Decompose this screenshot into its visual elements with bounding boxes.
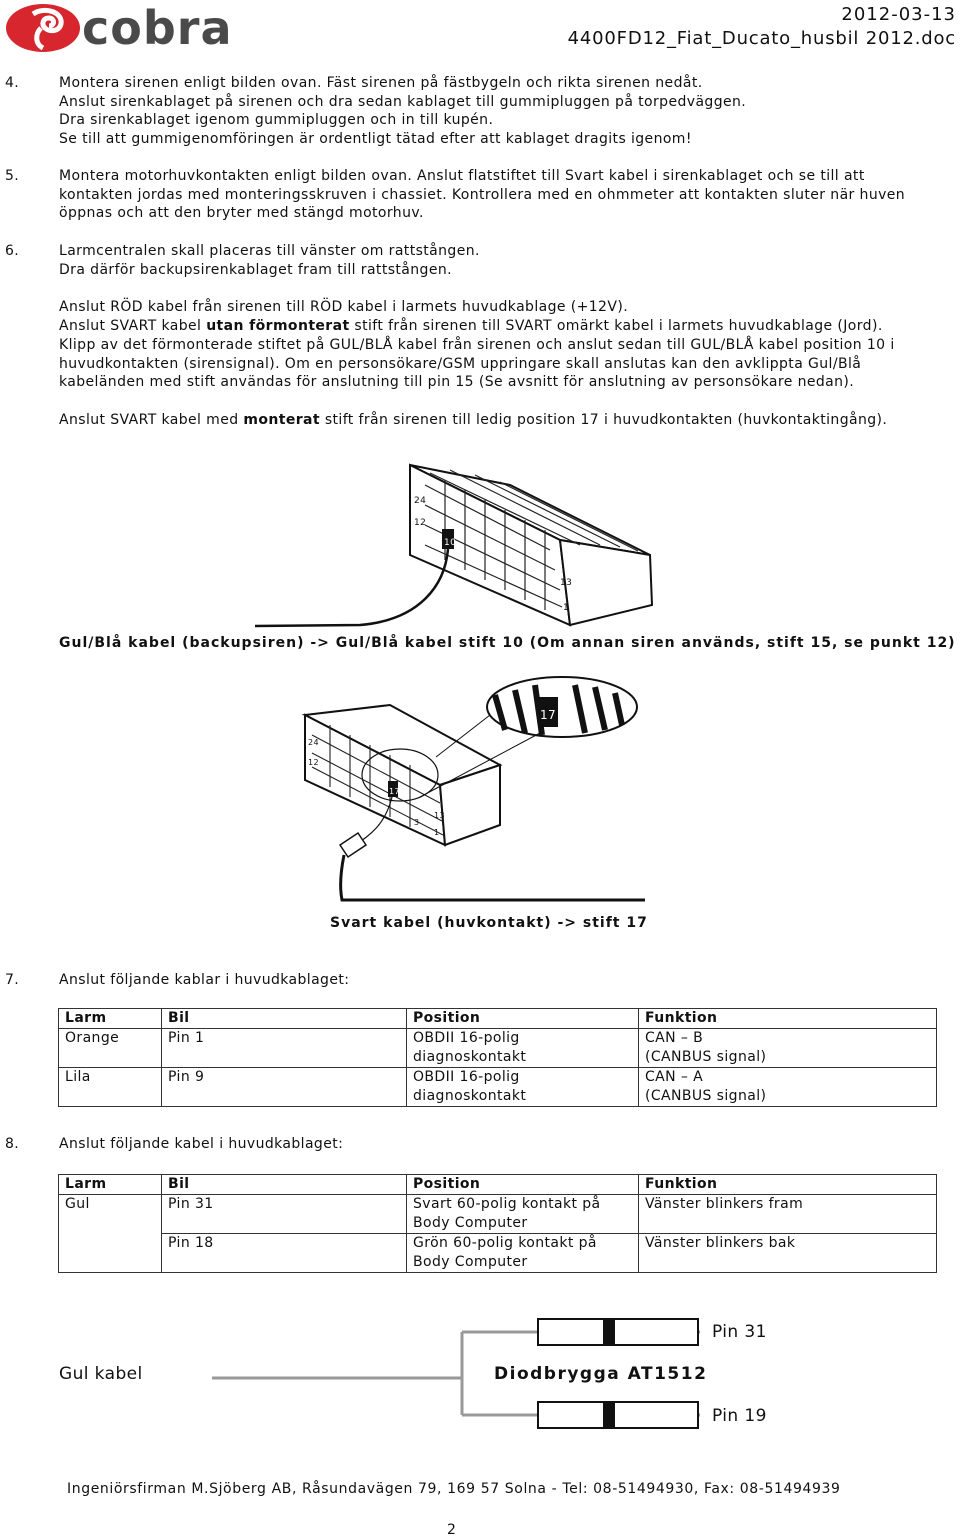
header-filename: 4400FD12_Fiat_Ducato_husbil 2012.doc [567, 28, 956, 49]
cell-line: Svart 60-polig kontakt på [413, 1196, 601, 1212]
text-line: Larmcentralen skall placeras till vänster om rattstången. [59, 243, 480, 259]
pin-label: 13 [560, 578, 573, 588]
table-cell: Pin 18 [162, 1234, 407, 1273]
text-line: kabeländen med stift användas för anslutning till pin 15 (Se avsnitt för anslutning av personsökare nedan). [59, 374, 855, 390]
text-line: Montera motorhuvkontakten enligt bilden ovan. Anslut flatstiftet till Svart kabel i sirenkablaget och se till att [59, 168, 865, 184]
text-line: Dra sirenkablaget igenom gummipluggen och in till kupén. [59, 112, 494, 128]
pin-label: 17 [540, 708, 557, 722]
diode-center-label: Diodbrygga AT1512 [494, 1364, 708, 1384]
diode-pin-bottom-label: Pin 19 [712, 1406, 767, 1426]
figure-2-caption: Svart kabel (huvkontakt) -> stift 17 [330, 915, 648, 931]
text-span: Anslut SVART kabel [59, 318, 207, 334]
text-span: stift från sirenen till SVART omärkt kabel i larmets huvudkablage (Jord). [349, 318, 883, 334]
text-line: Dra därför backupsirenkablaget fram till rattstången. [59, 262, 452, 278]
table-cell: Gul [59, 1195, 162, 1273]
cobra-snake-icon [5, 2, 83, 54]
step-number: 4. [5, 75, 20, 91]
text-line: Anslut följande kabel i huvudkablaget: [59, 1136, 344, 1152]
footer-text: Ingeniörsfirman M.Sjöberg AB, Råsundavägen 79, 169 57 Solna - Tel: 08-51494930, Fax: 08-51494939 [67, 1481, 841, 1497]
text-line: öppnas och att den bryter med stängd motorhuv. [59, 205, 424, 221]
table-header-cell: Bil [162, 1009, 407, 1029]
page-number: 2 [447, 1522, 457, 1538]
table-row [59, 1195, 937, 1234]
table-header-cell: Larm [59, 1009, 162, 1029]
table-cell [407, 1029, 639, 1068]
diode-bottom [538, 1402, 698, 1428]
cell-line: Body Computer [413, 1254, 528, 1270]
cell-line: Grön 60-polig kontakt på [413, 1235, 597, 1251]
table-cell: Orange [59, 1029, 162, 1068]
cell-line: CAN – B [645, 1030, 704, 1046]
table-cell: Pin 31 [162, 1195, 407, 1234]
diode-pin-top-label: Pin 31 [712, 1322, 767, 1342]
pin-label: 12 [414, 518, 427, 528]
table-header-cell: Larm [59, 1175, 162, 1195]
table-cell: Vänster blinkers fram [639, 1195, 937, 1234]
wire [255, 549, 448, 626]
text-line [59, 317, 883, 336]
pin-label: 24 [414, 496, 427, 506]
step-number: 6. [5, 243, 20, 259]
text-line: kontakten jordas med monteringsskruven i chassiet. Kontrollera med en ohmmeter att kontakten sluter när huven [59, 187, 906, 203]
table-cell [407, 1068, 639, 1107]
table-cell [407, 1195, 639, 1234]
pin-label: 24 [308, 738, 319, 747]
diode-top [538, 1319, 698, 1345]
pin-label: 13 [434, 811, 445, 820]
table-cell: Vänster blinkers bak [639, 1234, 937, 1273]
header-date: 2012-03-13 [841, 4, 956, 25]
figure-1-caption: Gul/Blå kabel (backupsiren) -> Gul/Blå kabel stift 10 (Om annan siren används, stift 15, se punkt 12) [59, 635, 956, 651]
table-cell [639, 1029, 937, 1068]
text-line [59, 411, 887, 430]
text-line: Klipp av det förmonterade stiftet på GUL/BLÅ kabel från sirenen och anslut sedan till GUL/BLÅ kabel position 10 i [59, 337, 895, 353]
pin-label: 1 [563, 603, 570, 613]
text-line: Anslut sirenkablaget på sirenen och dra sedan kablaget till gummipluggen på torpedväggen. [59, 94, 747, 110]
text-span: stift från sirenen till ledig position 17 i huvudkontakten (huvkontaktingång). [319, 412, 888, 428]
table-cell: Lila [59, 1068, 162, 1107]
table-cell [639, 1068, 937, 1107]
table-header-row [59, 1175, 937, 1195]
logo-text: cobra [82, 1, 233, 55]
bold-text: monterat [243, 412, 320, 428]
cell-line: OBDII 16-polig [413, 1030, 520, 1046]
table-cell: Pin 9 [162, 1068, 407, 1107]
table-header-cell: Funktion [639, 1009, 937, 1029]
table-cell [407, 1234, 639, 1273]
step-number: 5. [5, 168, 20, 184]
table-header-cell: Position [407, 1009, 639, 1029]
cell-line: (CANBUS signal) [645, 1088, 767, 1104]
cell-line: OBDII 16-polig [413, 1069, 520, 1085]
pin-label: 12 [308, 758, 319, 767]
text-line: Anslut RÖD kabel från sirenen till RÖD kabel i larmets huvudkablage (+12V). [59, 299, 629, 315]
table-row [59, 1234, 937, 1273]
diode-left-label: Gul kabel [59, 1364, 143, 1384]
connector-figure-1 [250, 445, 660, 630]
pin-label: 17 [389, 787, 400, 796]
cell-line: CAN – A [645, 1069, 704, 1085]
text-span: Anslut SVART kabel med [59, 412, 244, 428]
text-line: Montera sirenen enligt bilden ovan. Fäst sirenen på fästbygeln och rikta sirenen nedåt. [59, 75, 703, 91]
pin-label: 1 [434, 828, 440, 837]
table-7 [58, 1008, 937, 1107]
table-row [59, 1029, 937, 1068]
table-header-row [59, 1009, 937, 1029]
table-header-cell: Funktion [639, 1175, 937, 1195]
cell-line: diagnoskontakt [413, 1088, 527, 1104]
table-cell: Pin 1 [162, 1029, 407, 1068]
text-line: huvudkontakten (sirensignal). Om en personsökare/GSM uppringare skall anslutas kan den avklippta Gul/Blå [59, 356, 862, 372]
cell-line: Body Computer [413, 1215, 528, 1231]
pin-label: 3 [414, 818, 420, 827]
connector-figure-2 [300, 675, 650, 905]
cell-line: (CANBUS signal) [645, 1049, 767, 1065]
text-line: Se till att gummigenomföringen är ordentligt tätad efter att kablaget dragits igenom! [59, 131, 692, 147]
step-number: 7. [5, 972, 20, 988]
table-header-cell: Position [407, 1175, 639, 1195]
pin-label: 10 [444, 538, 457, 548]
table-8 [58, 1174, 937, 1273]
bold-text: utan förmonterat [206, 318, 350, 334]
cell-line: diagnoskontakt [413, 1049, 527, 1065]
text-line: Anslut följande kablar i huvudkablaget: [59, 972, 350, 988]
table-row [59, 1068, 937, 1107]
wire [341, 855, 645, 900]
table-header-cell: Bil [162, 1175, 407, 1195]
step-number: 8. [5, 1136, 20, 1152]
